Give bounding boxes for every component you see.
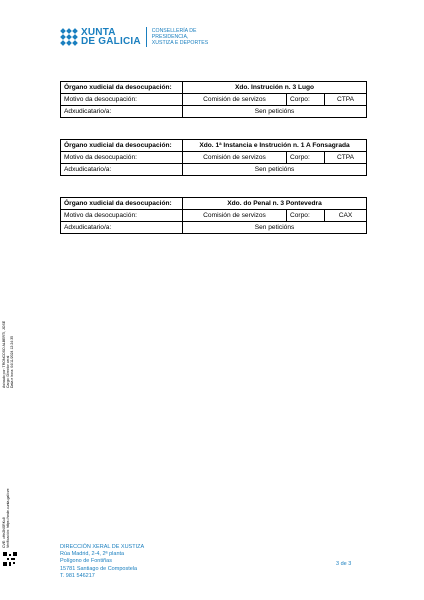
vacancy-table-1 [60,81,367,118]
corps-value: CAX [325,210,367,222]
qr-code-icon [3,552,17,566]
table-row [61,210,367,222]
organ-value: Xdo. 1ª Instancia e Instrución n. 1 A Fonsagrada [183,140,367,152]
footer-street: Rúa Madrid, 2-4, 2ª planta [60,551,125,558]
corps-value: CTPA [325,152,367,164]
xunta-logo-icon [61,29,77,45]
adjudicatee-label: Adxudicatario/a: [61,222,183,234]
corps-label: Corpo: [287,152,325,164]
adjudicatee-value: Sen peticións [183,164,367,176]
table-row [61,152,367,164]
corps-label: Corpo: [287,94,325,106]
adjudicatee-label: Adxudicatario/a: [61,106,183,118]
table-row [61,106,367,118]
brand-line-2: DE GALICIA [81,36,141,47]
header-divider [146,27,147,47]
motive-label: Motivo da desocupación: [61,210,183,222]
motive-value: Comisión de servizos [183,152,287,164]
department-name [152,28,208,47]
brand-line-1: XUNTA [81,27,116,38]
table-row [61,198,367,210]
footer-area: Polígono de Fontiñas [60,558,112,565]
adjudicatee-label: Adxudicatario/a: [61,164,183,176]
organ-label: Órgano xudicial da desocupación: [61,140,183,152]
corps-label: Corpo: [287,210,325,222]
verification-line-2: Verificación: https://sede.xunta.gal/cve [6,488,10,548]
corps-value: CTPA [325,94,367,106]
brand-name [81,28,141,46]
footer-phone: T. 981 546217 [60,572,95,579]
organ-label: Órgano xudicial da desocupación: [61,82,183,94]
table-row [61,222,367,234]
motive-label: Motivo da desocupación: [61,152,183,164]
dept-line-2: PRESIDENCIA, [151,33,189,40]
vacancy-table-3 [60,197,367,234]
table-row [61,94,367,106]
footer-org: DIRECCIÓN XERAL DE XUSTIZA [60,544,145,550]
signer-info-line-1: Asinado por: TRONCOSO ALBERTI, JOSE [2,320,6,388]
adjudicatee-value: Sen peticións [183,106,367,118]
motive-value: Comisión de servizos [183,94,287,106]
organ-value: Xdo. do Penal n. 3 Pontevedra [183,198,367,210]
page-number: 3 de 3 [336,561,352,567]
organ-value: Xdo. Instrución n. 3 Lugo [183,82,367,94]
motive-value: Comisión de servizos [183,210,287,222]
table-row [61,82,367,94]
adjudicatee-value: Sen peticións [183,222,367,234]
signer-info-line-2: Cargo: Director xeral [6,355,10,388]
footer-city: 15781 Santiago de Compostela [60,565,138,572]
signer-info-line-3: Data e hora: 04/11/2024 12:24:35 [10,335,14,388]
dept-line-3: XUSTIZA E DEPORTES [151,40,209,47]
xunta-logo [61,27,208,47]
organ-label: Órgano xudicial da desocupación: [61,198,183,210]
verification-line-1: CVE: xHn2NSRKx8 [2,517,6,548]
footer-address [60,544,144,580]
motive-label: Motivo da desocupación: [61,94,183,106]
vacancy-table-2 [60,139,367,176]
dept-line-1: CONSELLERÍA DE [151,27,197,34]
table-row [61,164,367,176]
table-row [61,140,367,152]
